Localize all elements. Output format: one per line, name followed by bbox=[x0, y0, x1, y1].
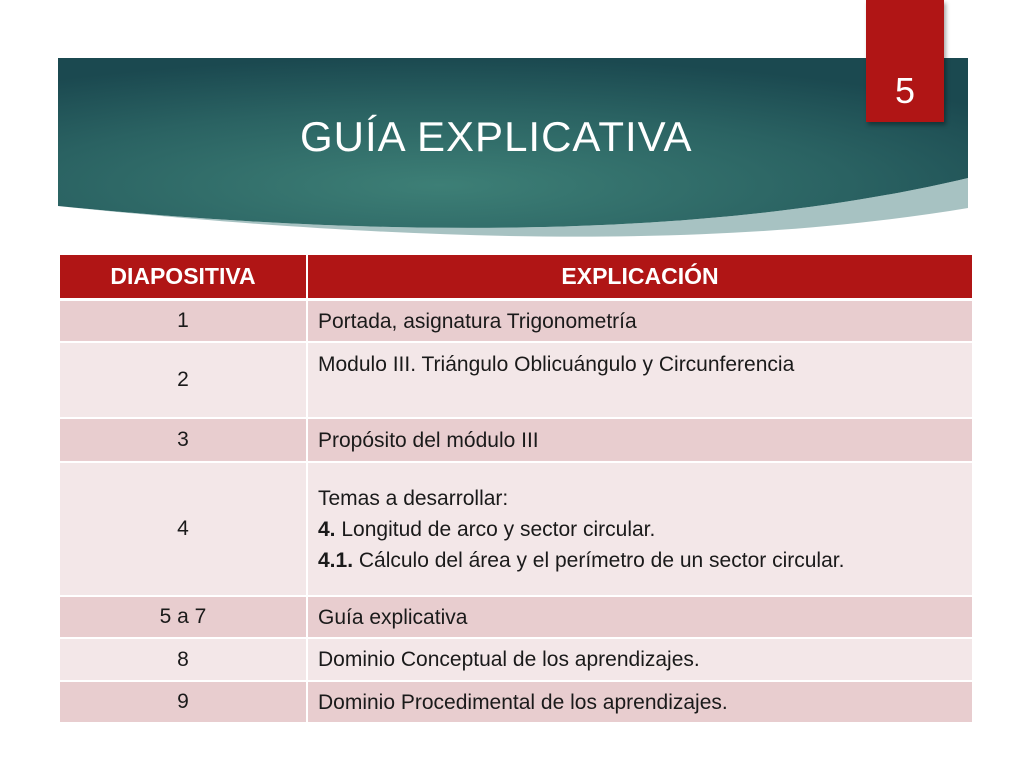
topic-text: Longitud de arco y sector circular. bbox=[335, 517, 656, 541]
topic-item bbox=[318, 514, 962, 545]
explanation-cell: Portada, asignatura Trigonometría bbox=[307, 300, 972, 343]
explanation-cell: Dominio Procedimental de los aprendizajes. bbox=[307, 681, 972, 723]
slide-cell: 9 bbox=[60, 681, 307, 723]
explanation-cell: Modulo III. Triángulo Oblicuángulo y Circunferencia bbox=[307, 342, 972, 418]
slide-number-tab bbox=[866, 0, 944, 122]
column-header-explanation: EXPLICACIÓN bbox=[307, 255, 972, 300]
topic-text: Cálculo del área y el perímetro de un sector circular. bbox=[353, 548, 845, 572]
table-row bbox=[60, 462, 972, 596]
explanation-cell: Guía explicativa bbox=[307, 596, 972, 638]
topic-number: 4. bbox=[318, 517, 336, 541]
topic-item bbox=[318, 545, 962, 576]
table-row bbox=[60, 596, 972, 638]
table-row bbox=[60, 342, 972, 418]
column-header-slide: DIAPOSITIVA bbox=[60, 255, 307, 300]
slide-cell: 8 bbox=[60, 638, 307, 681]
page-title: GUÍA EXPLICATIVA bbox=[300, 113, 693, 160]
table-row bbox=[60, 638, 972, 681]
table-row bbox=[60, 418, 972, 462]
table-row bbox=[60, 300, 972, 343]
topic-number: 4.1. bbox=[318, 548, 354, 572]
slide-cell: 1 bbox=[60, 300, 307, 343]
slide-number: 5 bbox=[894, 70, 916, 111]
table-header-row bbox=[60, 255, 972, 300]
slide-cell: 2 bbox=[60, 342, 307, 418]
guide-table bbox=[60, 255, 972, 724]
slide-cell: 4 bbox=[60, 462, 307, 596]
explanation-cell: Dominio Conceptual de los aprendizajes. bbox=[307, 638, 972, 681]
slide-cell: 3 bbox=[60, 418, 307, 462]
table-row bbox=[60, 681, 972, 723]
slide-cell: 5 a 7 bbox=[60, 596, 307, 638]
explanation-cell: Propósito del módulo III bbox=[307, 418, 972, 462]
explanation-cell bbox=[307, 462, 972, 596]
topics-intro: Temas a desarrollar: bbox=[318, 486, 509, 510]
